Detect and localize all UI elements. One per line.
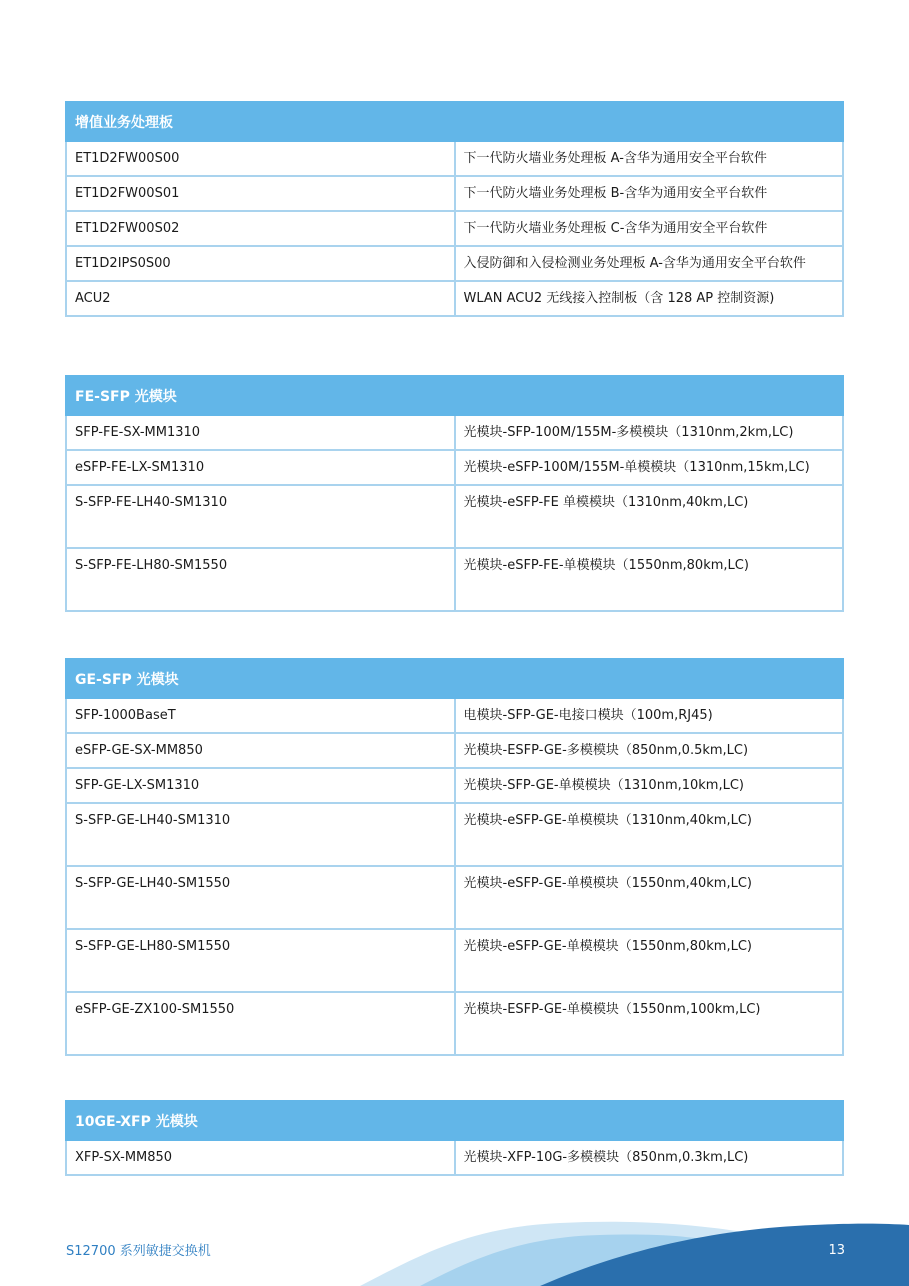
part-desc: 光模块-eSFP-FE-单模模块（1550nm,80km,LC)	[455, 548, 844, 611]
part-desc: 光模块-eSFP-GE-单模模块（1550nm,40km,LC)	[455, 866, 844, 929]
part-code: SFP-FE-SX-MM1310	[66, 415, 455, 450]
table-row	[66, 485, 843, 548]
part-code: S-SFP-FE-LH40-SM1310	[66, 485, 455, 548]
part-code: ET1D2IPS0S00	[66, 246, 455, 281]
table-row	[66, 992, 843, 1055]
table-row	[66, 450, 843, 485]
table-row	[66, 548, 843, 611]
part-code: eSFP-FE-LX-SM1310	[66, 450, 455, 485]
footer-product-name: S12700 系列敏捷交换机	[66, 1244, 211, 1259]
part-code: S-SFP-GE-LH80-SM1550	[66, 929, 455, 992]
part-code: SFP-1000BaseT	[66, 698, 455, 733]
10ge-xfp-table	[65, 1100, 844, 1176]
table-row	[66, 929, 843, 992]
part-code: eSFP-GE-ZX100-SM1550	[66, 992, 455, 1055]
table-row	[66, 768, 843, 803]
table-row	[66, 281, 843, 316]
part-code: SFP-GE-LX-SM1310	[66, 768, 455, 803]
part-desc: 光模块-eSFP-GE-单模模块（1310nm,40km,LC)	[455, 803, 844, 866]
part-code: S-SFP-GE-LH40-SM1310	[66, 803, 455, 866]
part-desc: 光模块-SFP-GE-单模模块（1310nm,10km,LC)	[455, 768, 844, 803]
part-desc: WLAN ACU2 无线接入控制板（含 128 AP 控制资源)	[455, 281, 844, 316]
part-desc: 电模块-SFP-GE-电接口模块（100m,RJ45)	[455, 698, 844, 733]
page-number: 13	[828, 1243, 845, 1258]
part-code: S-SFP-GE-LH40-SM1550	[66, 866, 455, 929]
table-row	[66, 176, 843, 211]
table-row	[66, 1140, 843, 1175]
table-header: FE-SFP 光模块	[66, 376, 843, 415]
part-desc: 光模块-eSFP-100M/155M-单模模块（1310nm,15km,LC)	[455, 450, 844, 485]
table-row	[66, 803, 843, 866]
part-desc: 光模块-eSFP-GE-单模模块（1550nm,80km,LC)	[455, 929, 844, 992]
fe-sfp-table	[65, 375, 844, 612]
part-code: S-SFP-FE-LH80-SM1550	[66, 548, 455, 611]
part-code: ET1D2FW00S02	[66, 211, 455, 246]
table-row	[66, 211, 843, 246]
part-desc: 下一代防火墙业务处理板 A-含华为通用安全平台软件	[455, 141, 844, 176]
part-desc: 光模块-SFP-100M/155M-多模模块（1310nm,2km,LC)	[455, 415, 844, 450]
table-row	[66, 866, 843, 929]
part-desc: 光模块-XFP-10G-多模模块（850nm,0.3km,LC)	[455, 1140, 844, 1175]
table-row	[66, 415, 843, 450]
part-desc: 下一代防火墙业务处理板 C-含华为通用安全平台软件	[455, 211, 844, 246]
ge-sfp-table	[65, 658, 844, 1056]
part-code: ET1D2FW00S01	[66, 176, 455, 211]
table-row	[66, 246, 843, 281]
table-header: GE-SFP 光模块	[66, 659, 843, 698]
part-code: eSFP-GE-SX-MM850	[66, 733, 455, 768]
part-desc: 光模块-ESFP-GE-多模模块（850nm,0.5km,LC)	[455, 733, 844, 768]
table-row	[66, 733, 843, 768]
table-row	[66, 141, 843, 176]
table-row	[66, 698, 843, 733]
part-desc: 光模块-ESFP-GE-单模模块（1550nm,100km,LC)	[455, 992, 844, 1055]
part-code: ACU2	[66, 281, 455, 316]
table-header: 10GE-XFP 光模块	[66, 1101, 843, 1140]
value-added-boards-table	[65, 101, 844, 317]
part-desc: 入侵防御和入侵检测业务处理板 A-含华为通用安全平台软件	[455, 246, 844, 281]
part-desc: 下一代防火墙业务处理板 B-含华为通用安全平台软件	[455, 176, 844, 211]
part-code: ET1D2FW00S00	[66, 141, 455, 176]
table-header: 增值业务处理板	[66, 102, 843, 141]
part-desc: 光模块-eSFP-FE 单模模块（1310nm,40km,LC)	[455, 485, 844, 548]
part-code: XFP-SX-MM850	[66, 1140, 455, 1175]
